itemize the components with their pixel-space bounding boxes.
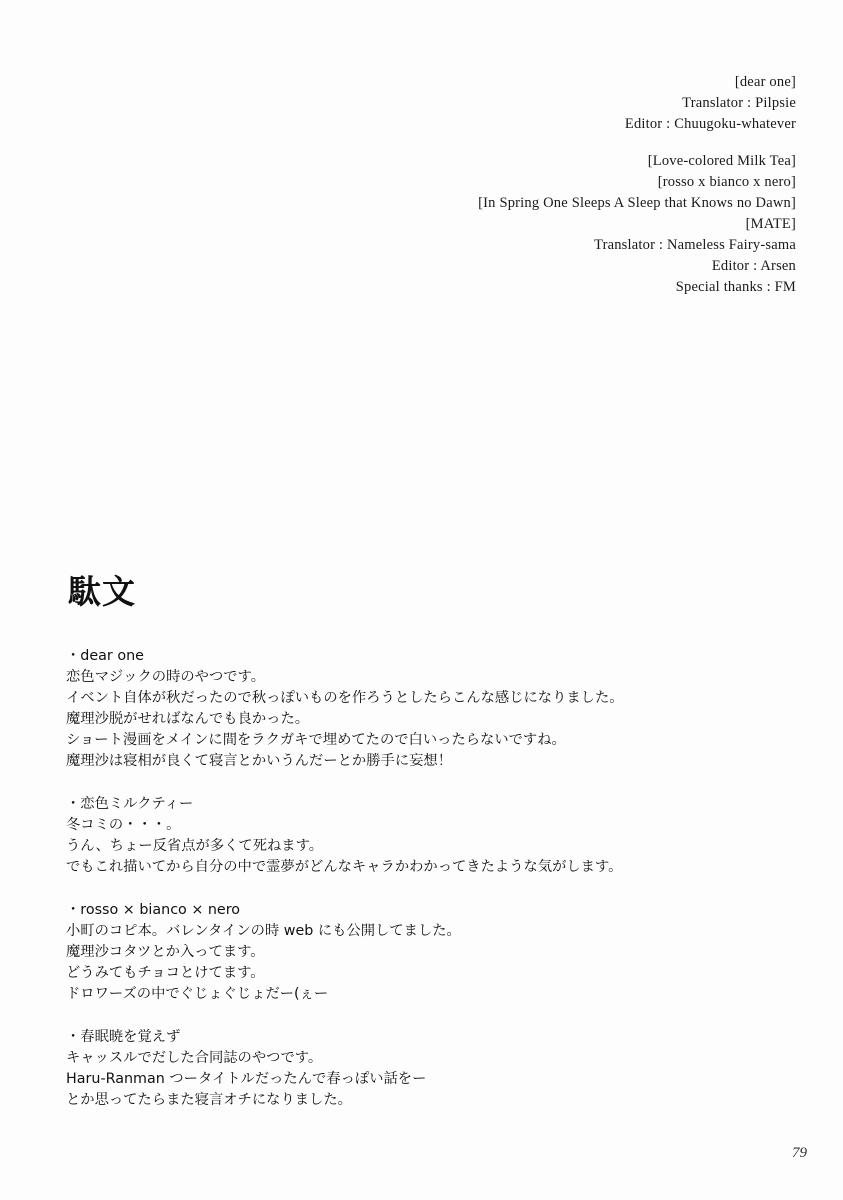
note-line: 恋色マジックの時のやつです。 <box>66 669 266 685</box>
credit-translator: Translator : Pilpsie <box>682 95 796 111</box>
note-line: 魔理沙は寝相が良くて寝言とかいうんだーとか勝手に妄想！ <box>66 753 453 769</box>
credit-title-milk-tea: [Love-colored Milk Tea] <box>647 153 796 169</box>
note-line: Haru-Ranman つータイトルだったんで春っぽい話をー <box>66 1071 427 1087</box>
credit-title-rosso: [rosso x bianco x nero] <box>657 174 796 190</box>
page-number: 79 <box>792 1145 807 1161</box>
note-line: 魔理沙コタツとか入ってます。 <box>66 944 265 960</box>
credit-editor: Editor : Arsen <box>711 258 796 274</box>
note-line: 冬コミの・・・。 <box>66 817 181 833</box>
note-section <box>66 900 786 1005</box>
note-line: キャッスルでだした合同誌のやつです。 <box>66 1050 323 1066</box>
note-section <box>66 1027 786 1111</box>
page-heading: 駄文 <box>68 572 136 611</box>
section-title: ・rosso × bianco × nero <box>66 902 241 918</box>
section-title: ・春眠暁を覚えず <box>66 1029 181 1045</box>
note-section <box>66 794 786 878</box>
section-title: ・dear one <box>66 648 144 664</box>
author-notes <box>66 646 786 1133</box>
translation-credits <box>276 72 796 298</box>
note-line: どうみてもチョコとけてます。 <box>66 965 265 981</box>
credit-title-mate: [MATE] <box>745 216 796 232</box>
note-line: 魔理沙脱がせればなんでも良かった。 <box>66 711 310 727</box>
note-line: とか思ってたらまた寝言オチになりました。 <box>66 1092 352 1108</box>
credit-title-dear-one: [dear one] <box>734 74 796 90</box>
note-line: 小町のコピ本。バレンタインの時 web にも公開してました。 <box>66 923 461 939</box>
credit-editor: Editor : Chuugoku-whatever <box>624 116 796 132</box>
note-line: うん、ちょー反省点が多くて死ねます。 <box>66 838 324 854</box>
note-line: でもこれ描いてから自分の中で霊夢がどんなキャラかわかってきたような気がします。 <box>66 859 623 875</box>
credit-translator: Translator : Nameless Fairy-sama <box>594 237 796 253</box>
credit-title-spring: [In Spring One Sleeps A Sleep that Knows no Dawn] <box>478 195 796 211</box>
section-title: ・恋色ミルクティー <box>66 796 194 812</box>
note-line: イベント自体が秋だったので秋っぽいものを作ろうとしたらこんな感じになりました。 <box>66 690 624 706</box>
credit-special-thanks: Special thanks : FM <box>675 279 796 295</box>
note-line: ドロワーズの中でぐじょぐじょだー(ぇー <box>66 986 329 1002</box>
note-section <box>66 646 786 772</box>
note-line: ショート漫画をメインに間をラクガキで埋めてたので白いったらないですね。 <box>66 732 566 748</box>
